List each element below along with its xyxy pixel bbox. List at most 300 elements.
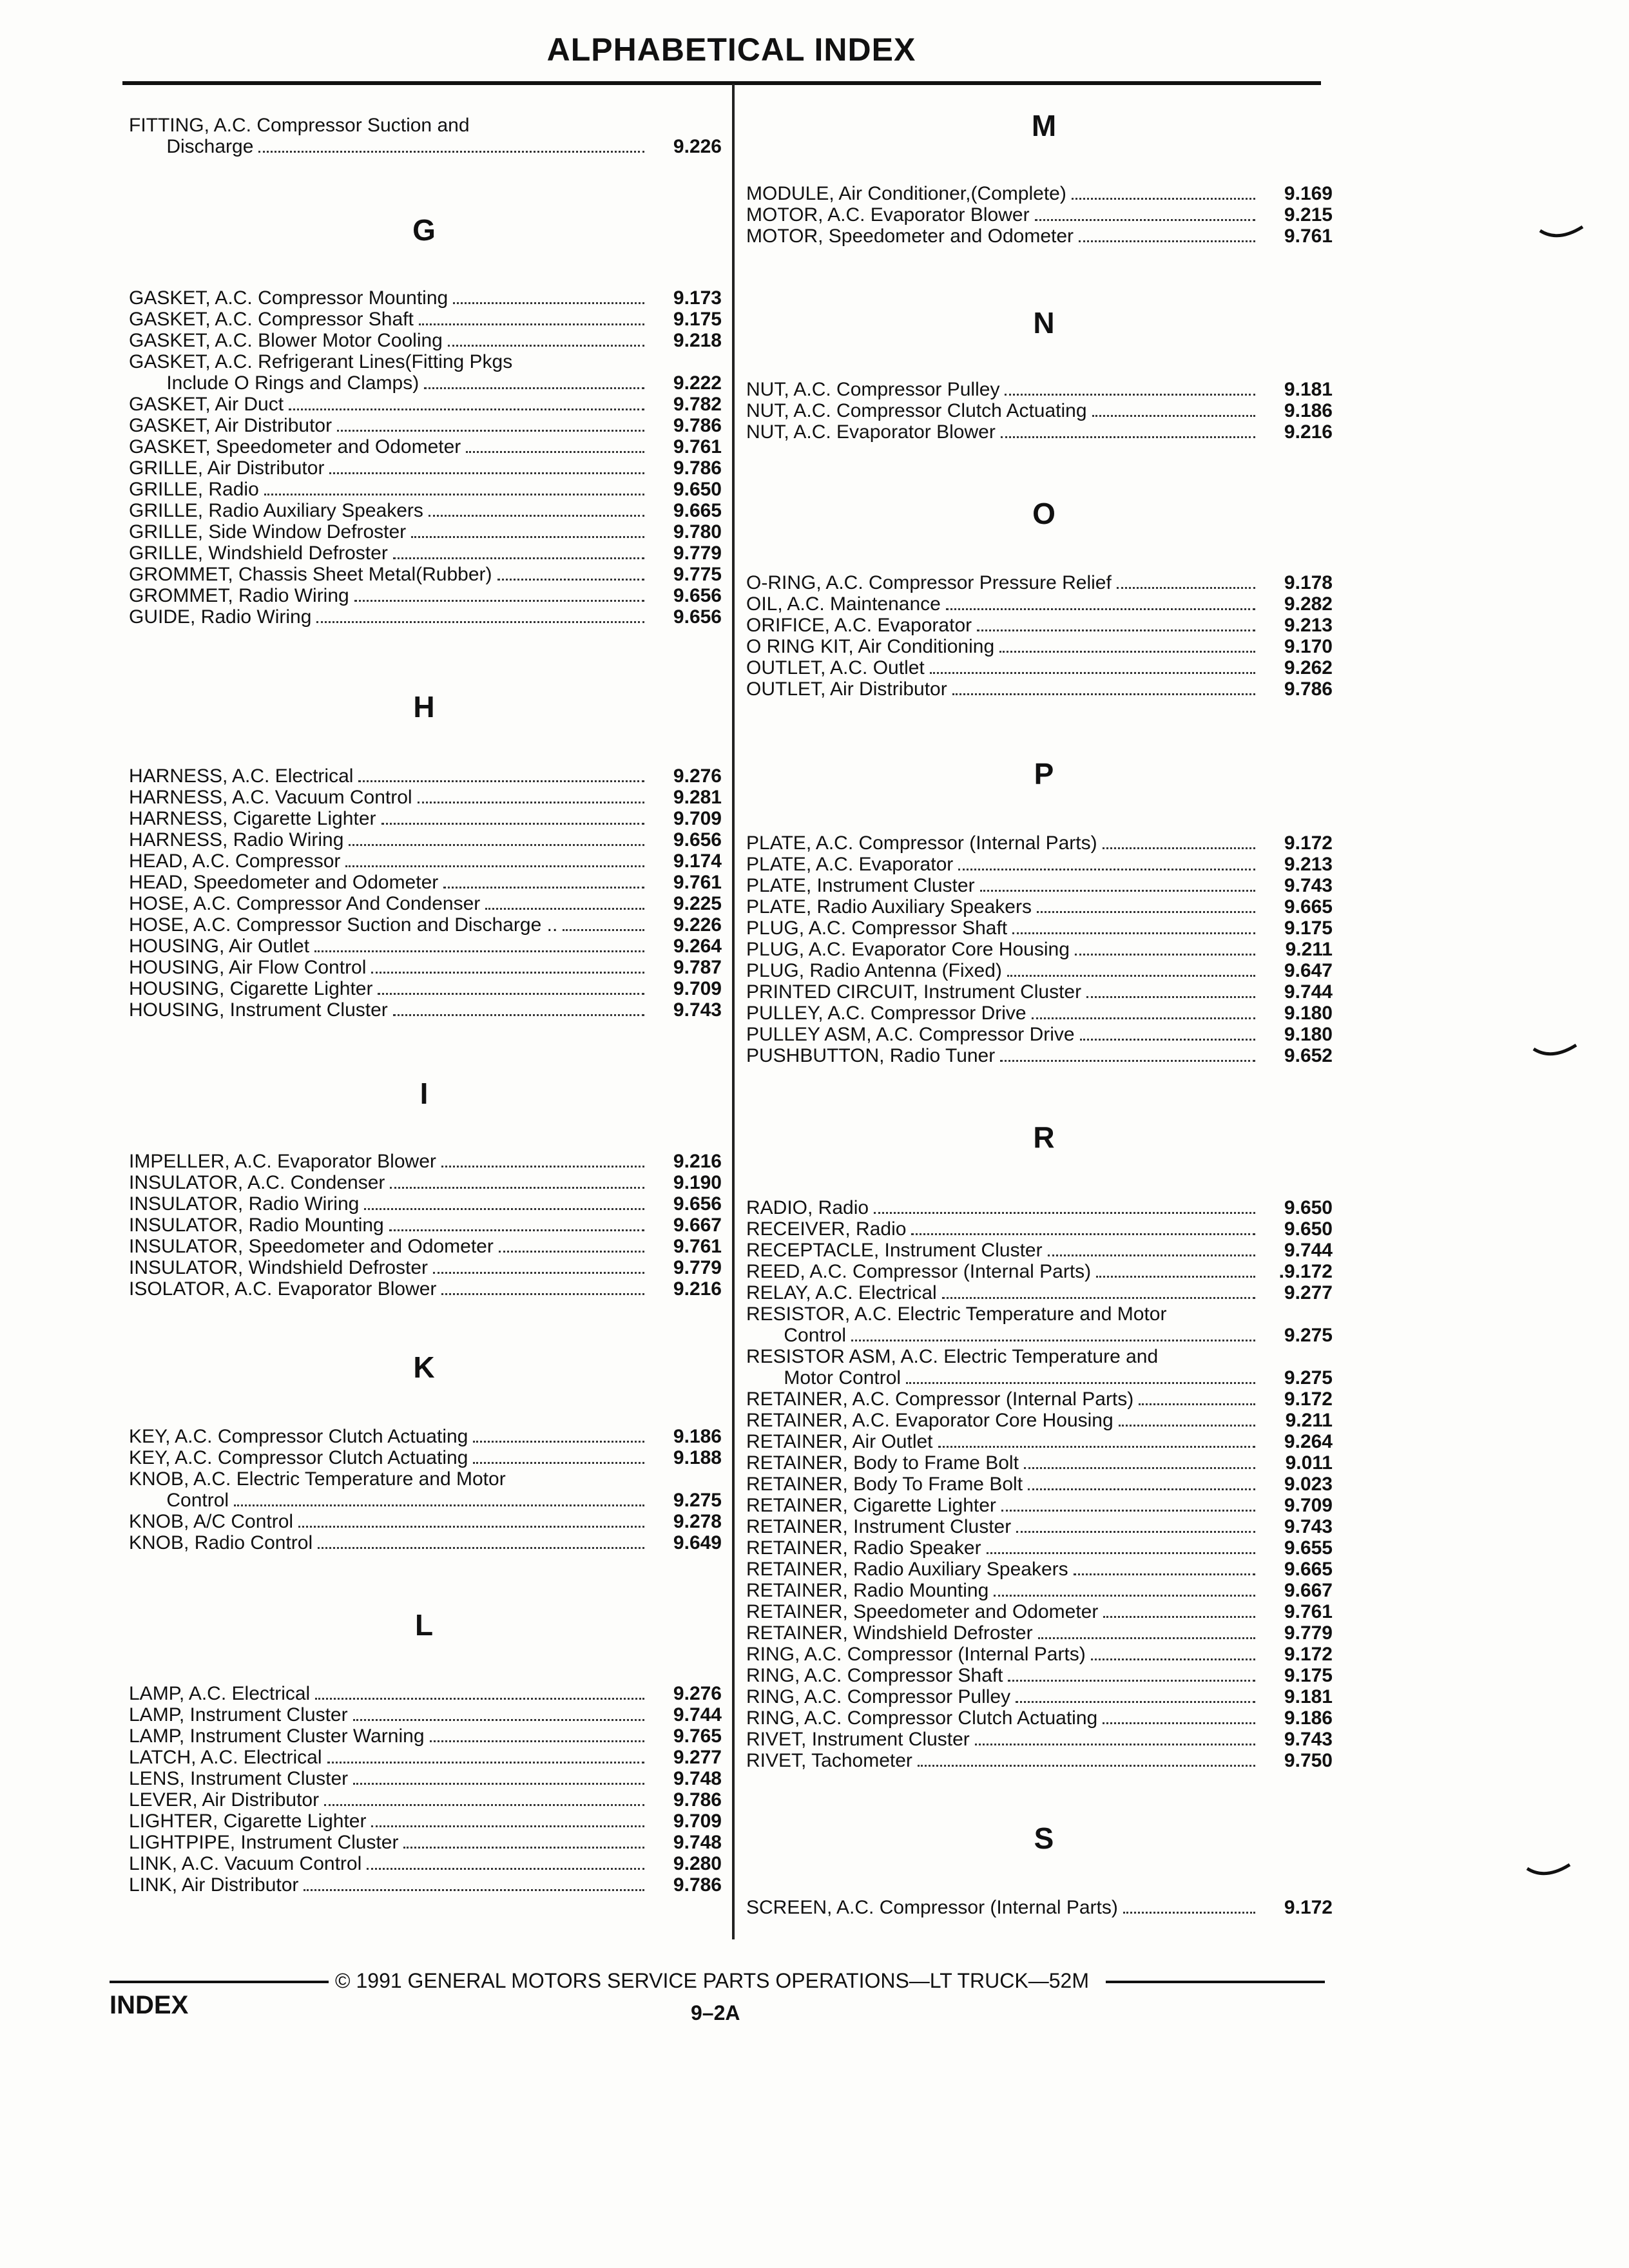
entry-label: PLUG, Radio Antenna (Fixed) [746, 960, 1002, 981]
entry-page-number: 9.190 [673, 1172, 722, 1193]
dot-leader [1038, 1637, 1255, 1639]
section-letter-n: N [1033, 306, 1055, 340]
entry-label: GRILLE, Side Window Defroster [129, 521, 407, 543]
entry-page-number: 9.264 [673, 936, 722, 957]
entry-label: O RING KIT, Air Conditioning [746, 636, 995, 657]
index-entry [746, 918, 1333, 939]
dot-leader [1072, 198, 1255, 200]
entry-page-number: 9.761 [673, 1236, 722, 1257]
dot-leader [453, 302, 644, 304]
entry-label: KNOB, Radio Control [129, 1532, 313, 1553]
dot-leader [289, 408, 644, 410]
dot-leader [1123, 1912, 1255, 1914]
entry-label: HEAD, A.C. Compressor [129, 850, 341, 872]
entry-page-number: 9.216 [673, 1151, 722, 1172]
index-entry [129, 309, 722, 330]
dot-leader [958, 869, 1255, 870]
entry-label: OUTLET, A.C. Outlet [746, 657, 925, 678]
index-entry [129, 1853, 722, 1874]
entry-label: GASKET, Speedometer and Odometer [129, 436, 461, 457]
entry-label: RETAINER, Body to Frame Bolt [746, 1452, 1019, 1474]
index-entry [129, 1193, 722, 1215]
index-entry [129, 415, 722, 436]
entry-label: HARNESS, Cigarette Lighter [129, 808, 376, 829]
section-letter-s: S [1034, 1821, 1054, 1855]
index-entry [129, 1257, 722, 1278]
entry-page-number: 9.744 [1284, 981, 1333, 1003]
footer-index-label: INDEX [110, 1991, 189, 2019]
entry-label: FITTING, A.C. Compressor Suction and [129, 115, 470, 136]
index-entry [746, 1559, 1333, 1580]
entry-label: PLATE, Radio Auxiliary Speakers [746, 896, 1032, 918]
entry-page-number: 9.275 [673, 1490, 722, 1511]
dot-leader [345, 865, 644, 867]
footer-rule-left [110, 1981, 329, 1983]
index-entry [746, 615, 1333, 636]
dot-leader [1016, 1531, 1255, 1533]
dot-leader [324, 1804, 644, 1806]
index-entry [746, 1897, 1333, 1918]
index-entry [746, 981, 1333, 1003]
entry-page-number: 9.211 [1285, 939, 1333, 960]
entry-label: REED, A.C. Compressor (Internal Parts) [746, 1261, 1092, 1282]
index-entry [129, 1172, 722, 1193]
entry-label: GRILLE, Radio [129, 479, 259, 500]
entry-label: RETAINER, Windshield Defroster [746, 1622, 1033, 1644]
index-entry [129, 1447, 722, 1468]
entry-page-number: 9.744 [673, 1704, 722, 1725]
entry-page-number: 9.779 [673, 543, 722, 564]
index-entry [746, 1367, 1333, 1389]
dot-leader [1119, 1425, 1255, 1427]
dot-leader [378, 993, 644, 995]
index-entry [129, 1747, 722, 1768]
dot-leader [448, 345, 644, 347]
index-entry [746, 226, 1333, 247]
index-entry [129, 1490, 722, 1511]
dot-leader [563, 929, 644, 931]
dot-leader [1091, 1658, 1255, 1660]
footer-rule-right [1106, 1981, 1325, 1983]
dot-leader [349, 844, 644, 846]
dot-leader [946, 608, 1255, 610]
entry-page-number: 9.180 [1284, 1003, 1333, 1024]
dot-leader [371, 1825, 644, 1827]
entry-label: Include O Rings and Clamps) [129, 372, 419, 394]
index-entry [129, 1532, 722, 1553]
section-letter-l: L [414, 1608, 434, 1642]
index-entry [129, 1468, 722, 1490]
index-entry [746, 183, 1333, 204]
entry-label: RETAINER, Body To Frame Bolt [746, 1474, 1023, 1495]
dot-leader [906, 1382, 1255, 1384]
index-entry [746, 1644, 1333, 1665]
index-entry [746, 875, 1333, 896]
index-entry [129, 115, 722, 136]
entry-page-number: 9.222 [673, 372, 722, 394]
entry-page-number: 9.211 [1285, 1410, 1333, 1431]
entry-page-number: 9.748 [673, 1832, 722, 1853]
index-entry [129, 1789, 722, 1811]
entry-page-number: 9.023 [1284, 1474, 1333, 1495]
index-entry [129, 372, 722, 394]
entry-page-number: 9.172 [1284, 1897, 1333, 1918]
index-entry [129, 893, 722, 914]
entry-label: NUT, A.C. Compressor Clutch Actuating [746, 400, 1087, 421]
dot-leader [418, 802, 644, 803]
entry-page-number: 9.175 [1284, 918, 1333, 939]
entry-label: LINK, Air Distributor [129, 1874, 299, 1896]
index-entry [746, 204, 1333, 226]
entry-label: PRINTED CIRCUIT, Instrument Cluster [746, 981, 1082, 1003]
dot-leader [316, 621, 644, 623]
entry-label: KNOB, A/C Control [129, 1511, 294, 1532]
footer-copyright: © 1991 GENERAL MOTORS SERVICE PARTS OPERATIONS—LT TRUCK—52M [335, 1969, 1089, 1992]
index-entry [129, 1151, 722, 1172]
dot-leader [1139, 1403, 1255, 1405]
entry-label: GRILLE, Air Distributor [129, 457, 325, 479]
index-entry [746, 1729, 1333, 1750]
entry-page-number: 9.761 [673, 872, 722, 893]
entry-label: O-RING, A.C. Compressor Pressure Relief [746, 572, 1112, 593]
entry-page-number: 9.169 [1284, 183, 1333, 204]
entry-page-number: 9.787 [673, 957, 722, 978]
dot-leader [1001, 436, 1255, 438]
entry-label: RIVET, Tachometer [746, 1750, 912, 1771]
dot-leader [327, 1762, 644, 1763]
dot-leader [264, 494, 644, 495]
entry-page-number: 9.276 [673, 1683, 722, 1704]
dot-leader [942, 1297, 1255, 1299]
index-entry [746, 1622, 1333, 1644]
entry-label: HARNESS, A.C. Electrical [129, 765, 354, 787]
index-entry [129, 543, 722, 564]
index-entry [746, 1303, 1333, 1325]
entry-label: RING, A.C. Compressor Clutch Actuating [746, 1707, 1098, 1729]
index-entry [129, 1768, 722, 1789]
index-entry [746, 1410, 1333, 1431]
index-entry [129, 1278, 722, 1300]
entry-label: RESISTOR ASM, A.C. Electric Temperature and [746, 1346, 1159, 1367]
index-entry [129, 1236, 722, 1257]
page-title: ALPHABETICAL INDEX [546, 32, 916, 68]
entry-label: KEY, A.C. Compressor Clutch Actuating [129, 1447, 468, 1468]
entry-page-number: 9.213 [1284, 854, 1333, 875]
index-entry [746, 1389, 1333, 1410]
dot-leader [1048, 1254, 1255, 1256]
dot-leader [1012, 932, 1255, 934]
header-rule [122, 81, 1321, 85]
entry-page-number: 9.282 [1284, 593, 1333, 615]
entry-label: RESISTOR, A.C. Electric Temperature and Motor [746, 1303, 1167, 1325]
entry-page-number: 9.277 [1284, 1282, 1333, 1303]
index-entry [746, 1750, 1333, 1771]
entry-label: INSULATOR, Windshield Defroster [129, 1257, 429, 1278]
entry-page-number: 9.276 [673, 765, 722, 787]
entry-page-number: 9.264 [1284, 1431, 1333, 1452]
entry-page-number: 9.667 [673, 1215, 722, 1236]
entry-label: HARNESS, Radio Wiring [129, 829, 344, 850]
entry-label: LENS, Instrument Cluster [129, 1768, 349, 1789]
dot-leader [1024, 1467, 1255, 1469]
entry-label: HOUSING, Instrument Cluster [129, 999, 388, 1021]
dot-leader [441, 1166, 644, 1168]
dot-leader [354, 600, 644, 602]
entry-label: HARNESS, A.C. Vacuum Control [129, 787, 412, 808]
entry-page-number: 9.174 [673, 850, 722, 872]
entry-label: ISOLATOR, A.C. Evaporator Blower [129, 1278, 437, 1300]
index-entry [746, 1045, 1333, 1066]
entry-page-number: 9.173 [673, 287, 722, 309]
dot-leader [329, 472, 644, 474]
index-entry [746, 636, 1333, 657]
dot-leader [353, 1783, 644, 1785]
entry-label: MODULE, Air Conditioner,(Complete) [746, 183, 1066, 204]
index-entry [129, 872, 722, 893]
entry-label: Control [129, 1490, 229, 1511]
dot-leader [874, 1212, 1255, 1214]
entry-page-number: 9.186 [1284, 1707, 1333, 1729]
entry-label: IMPELLER, A.C. Evaporator Blower [129, 1151, 436, 1172]
entry-page-number: 9.665 [673, 500, 722, 521]
dot-leader [911, 1233, 1255, 1235]
entry-label: LAMP, Instrument Cluster Warning [129, 1725, 425, 1747]
dot-leader [485, 908, 644, 910]
index-entry [746, 1665, 1333, 1686]
index-entry [129, 436, 722, 457]
entry-page-number: 9.655 [1284, 1537, 1333, 1559]
entry-page-number: 9.656 [673, 606, 722, 628]
entry-page-number: 9.262 [1284, 657, 1333, 678]
entry-label: NUT, A.C. Evaporator Blower [746, 421, 996, 443]
index-entry [746, 1495, 1333, 1516]
entry-page-number: 9.709 [1284, 1495, 1333, 1516]
entry-label: GROMMET, Chassis Sheet Metal(Rubber) [129, 564, 492, 585]
entry-label: RING, A.C. Compressor (Internal Parts) [746, 1644, 1086, 1665]
dot-leader [499, 1251, 644, 1253]
entry-page-number: 9.709 [673, 808, 722, 829]
index-entry [129, 765, 722, 787]
dot-leader [367, 1868, 644, 1870]
entry-page-number: 9.656 [673, 585, 722, 606]
binder-hole-mark [1526, 1863, 1571, 1879]
entry-page-number: 9.650 [673, 479, 722, 500]
index-entry [746, 1003, 1333, 1024]
entry-page-number: 9.216 [1284, 421, 1333, 443]
dot-leader [1007, 975, 1255, 977]
index-entry [746, 1537, 1333, 1559]
index-entry [746, 400, 1333, 421]
dot-leader [1008, 1680, 1255, 1682]
dot-leader [314, 950, 644, 952]
dot-leader [393, 1014, 644, 1016]
index-entry [746, 854, 1333, 875]
entry-label: PLUG, A.C. Compressor Shaft [746, 918, 1008, 939]
index-entry [129, 1811, 722, 1832]
entry-page-number: 9.225 [673, 893, 722, 914]
index-entry [746, 421, 1333, 443]
dot-leader [1096, 1276, 1255, 1278]
entry-page-number: 9.172 [1284, 832, 1333, 854]
dot-leader [318, 1547, 644, 1549]
entry-page-number: 9.170 [1284, 636, 1333, 657]
entry-page-number: 9.780 [673, 521, 722, 543]
entry-label: RETAINER, Cigarette Lighter [746, 1495, 996, 1516]
index-entry [129, 850, 722, 872]
entry-page-number: 9.213 [1284, 615, 1333, 636]
entry-label: GASKET, Air Distributor [129, 415, 333, 436]
dot-leader [1079, 240, 1255, 242]
dot-leader [358, 780, 644, 782]
section-letter-h: H [413, 690, 435, 724]
entry-page-number: 9.761 [1284, 226, 1333, 247]
dot-leader [429, 515, 644, 517]
entry-label: RIVET, Instrument Cluster [746, 1729, 970, 1750]
entry-label: LIGHTPIPE, Instrument Cluster [129, 1832, 399, 1853]
entry-page-number: 9.743 [1284, 1729, 1333, 1750]
dot-leader [473, 1462, 644, 1464]
dot-leader [411, 536, 644, 538]
page-number: 9–2A [691, 2001, 740, 2024]
entry-label: Control [746, 1325, 847, 1346]
index-entry [129, 351, 722, 372]
entry-label: LAMP, Instrument Cluster [129, 1704, 348, 1725]
dot-leader [987, 1552, 1255, 1554]
index-entry [129, 1215, 722, 1236]
index-entry [129, 330, 722, 351]
entry-label: RECEIVER, Radio [746, 1218, 907, 1240]
entry-label: KNOB, A.C. Electric Temperature and Motor [129, 1468, 506, 1490]
entry-page-number: 9.709 [673, 978, 722, 999]
entry-page-number: 9.650 [1284, 1218, 1333, 1240]
dot-leader [234, 1504, 644, 1506]
section-letter-o: O [1032, 497, 1055, 530]
index-entry [129, 1832, 722, 1853]
index-entry [746, 1346, 1333, 1367]
dot-leader [1092, 415, 1255, 417]
entry-page-number: 9.656 [673, 1193, 722, 1215]
entry-label: PULLEY, A.C. Compressor Drive [746, 1003, 1027, 1024]
index-entry [746, 960, 1333, 981]
entry-label: HOUSING, Cigarette Lighter [129, 978, 373, 999]
index-entry [746, 832, 1333, 854]
entry-label: INSULATOR, Radio Mounting [129, 1215, 384, 1236]
index-entry [746, 678, 1333, 700]
index-entry [129, 606, 722, 628]
entry-label: RING, A.C. Compressor Shaft [746, 1665, 1003, 1686]
dot-leader [497, 579, 645, 581]
entry-page-number: 9.743 [1284, 875, 1333, 896]
dot-leader [1103, 1722, 1255, 1724]
entry-label: INSULATOR, A.C. Condenser [129, 1172, 385, 1193]
index-entry [746, 1197, 1333, 1218]
binder-hole-mark [1532, 1044, 1577, 1059]
entry-page-number: 9.786 [1284, 678, 1333, 700]
index-entry [129, 999, 722, 1021]
dot-leader [1037, 911, 1255, 913]
dot-leader [298, 1526, 644, 1528]
index-entry [746, 1431, 1333, 1452]
entry-label: GUIDE, Radio Wiring [129, 606, 312, 628]
entry-page-number: 9.761 [1284, 1601, 1333, 1622]
entry-label: HEAD, Speedometer and Odometer [129, 872, 439, 893]
entry-page-number: 9.743 [673, 999, 722, 1021]
index-entry [746, 939, 1333, 960]
entry-label: GASKET, Air Duct [129, 394, 284, 415]
entry-label: RELAY, A.C. Electrical [746, 1282, 937, 1303]
entry-page-number: 9.665 [1284, 1559, 1333, 1580]
entry-label: SCREEN, A.C. Compressor (Internal Parts) [746, 1897, 1118, 1918]
entry-label: RETAINER, Radio Mounting [746, 1580, 989, 1601]
dot-leader [1035, 219, 1255, 221]
entry-label: PLATE, A.C. Evaporator [746, 854, 954, 875]
entry-label: GASKET, A.C. Blower Motor Cooling [129, 330, 443, 351]
entry-page-number: 9.181 [1284, 1686, 1333, 1707]
dot-leader [980, 890, 1255, 892]
entry-page-number: 9.180 [1284, 1024, 1333, 1045]
section-letter-g: G [412, 213, 436, 247]
dot-leader [424, 387, 644, 389]
index-entry [746, 1282, 1333, 1303]
dot-leader [389, 1229, 644, 1231]
index-entry [746, 1707, 1333, 1729]
index-entry [129, 287, 722, 309]
dot-leader [433, 1272, 644, 1274]
section-letter-i: I [419, 1077, 429, 1110]
entry-label: INSULATOR, Speedometer and Odometer [129, 1236, 494, 1257]
index-entry [129, 829, 722, 850]
entry-page-number: 9.175 [1284, 1665, 1333, 1686]
entry-page-number: 9.656 [673, 829, 722, 850]
index-entry [129, 457, 722, 479]
dot-leader [381, 823, 645, 825]
dot-leader [975, 1744, 1255, 1745]
entry-label: HOSE, A.C. Compressor Suction and Discharge .. [129, 914, 558, 936]
dot-leader [473, 1441, 644, 1443]
dot-leader [1074, 1573, 1255, 1575]
index-entry [746, 379, 1333, 400]
entry-label: Discharge [129, 136, 254, 157]
entry-page-number: 9.782 [673, 394, 722, 415]
dot-leader [1075, 954, 1255, 956]
index-entry [746, 1474, 1333, 1495]
index-entry [129, 136, 722, 157]
entry-label: LATCH, A.C. Electrical [129, 1747, 322, 1768]
entry-page-number: 9.226 [673, 914, 722, 936]
dot-leader [466, 451, 644, 453]
entry-label: RECEPTACLE, Instrument Cluster [746, 1240, 1043, 1261]
entry-page-number: 9.178 [1284, 572, 1333, 593]
entry-label: LAMP, A.C. Electrical [129, 1683, 311, 1704]
entry-page-number: 9.761 [673, 436, 722, 457]
entry-label: RETAINER, Radio Auxiliary Speakers [746, 1559, 1068, 1580]
index-entry [129, 1511, 722, 1532]
entry-label: PLATE, A.C. Compressor (Internal Parts) [746, 832, 1097, 854]
index-entry [129, 978, 722, 999]
index-entry [746, 1218, 1333, 1240]
entry-label: RING, A.C. Compressor Pulley [746, 1686, 1011, 1707]
entry-page-number: 9.218 [673, 330, 722, 351]
entry-page-number: 9.281 [673, 787, 722, 808]
index-entry [129, 521, 722, 543]
dot-leader [952, 693, 1255, 695]
entry-page-number: 9.172 [1284, 1644, 1333, 1665]
entry-page-number: 9.786 [673, 1789, 722, 1811]
dot-leader [1103, 847, 1255, 849]
entry-page-number: 9.652 [1284, 1045, 1333, 1066]
index-entry [746, 1024, 1333, 1045]
dot-leader [353, 1719, 644, 1721]
